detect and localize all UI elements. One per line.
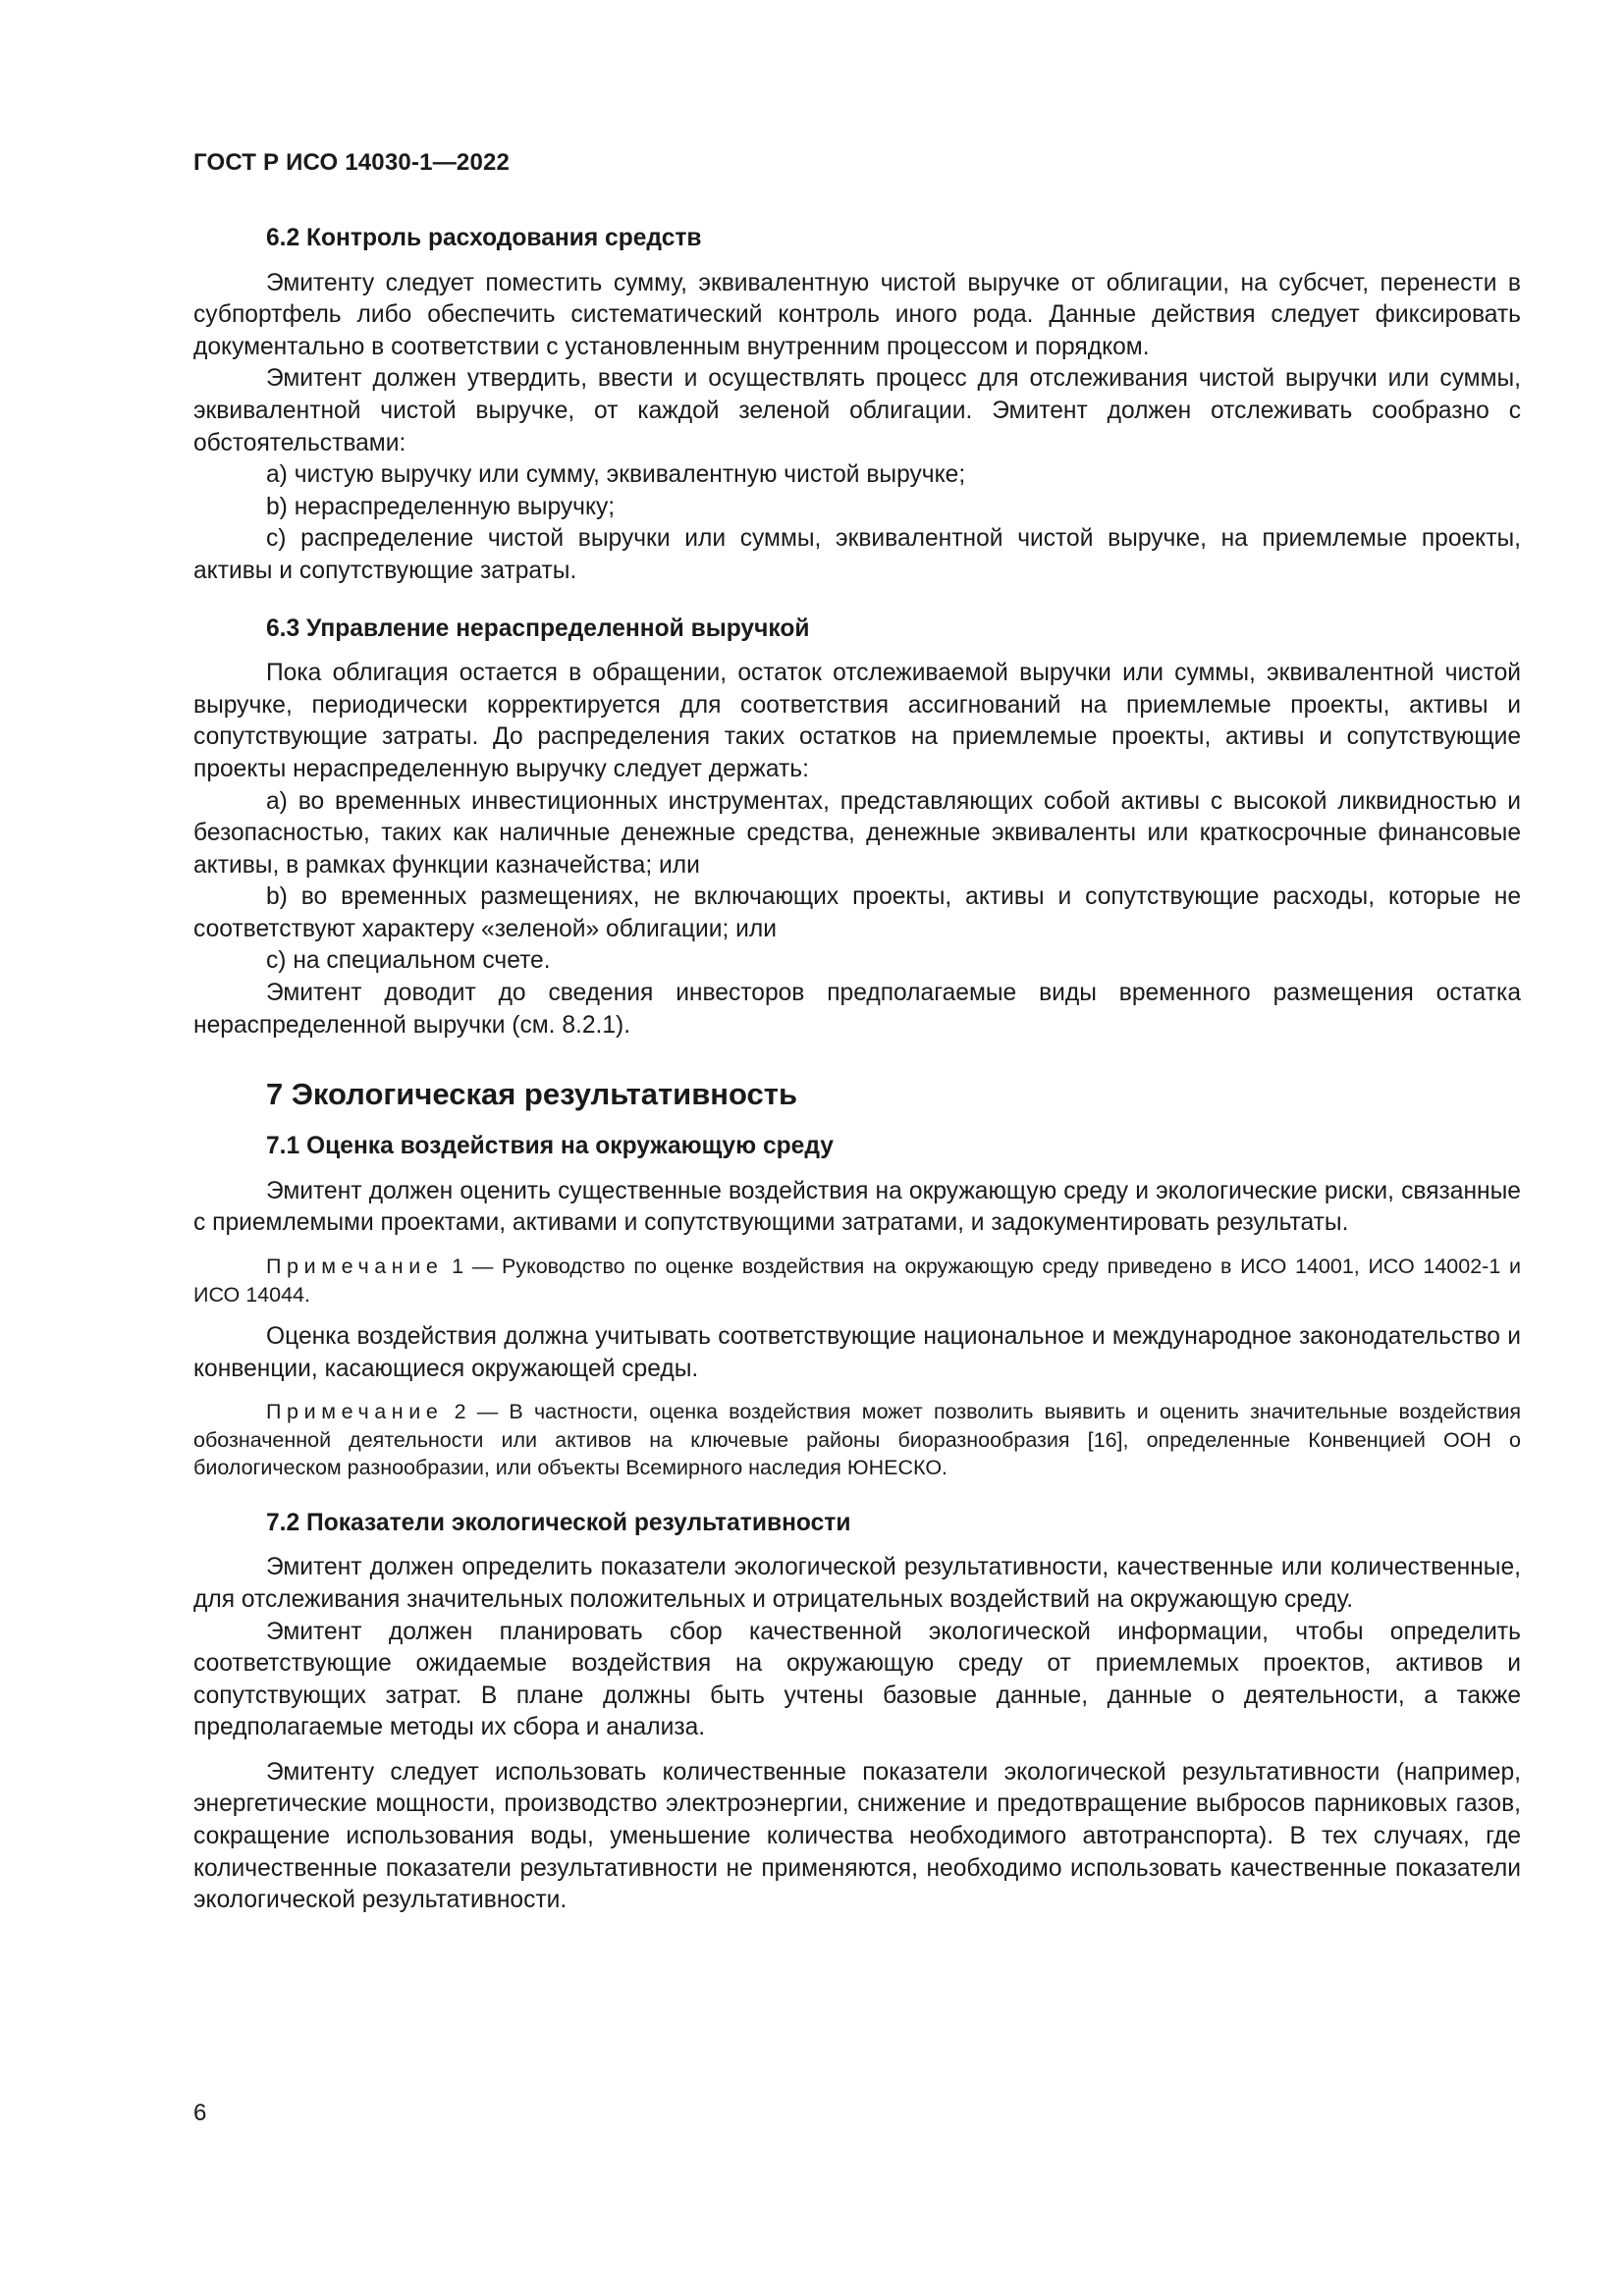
list-item: b) нераспределенную выручку; xyxy=(266,493,616,520)
note-label: Примечание xyxy=(266,1255,444,1279)
paragraph: Эмитенту следует использовать количественные показатели экологической результативности (например, энергетические мощности, производство электроэнергии, снижение и предотвращение выбросов парниковых газов, сокращение использования воды, уменьшение количества необходимого автотранспорта). В тех случаях, где количественные показатели результативности не применяются, необходимо использовать качественные показатели экологической результативности. xyxy=(193,1758,1521,1914)
paragraph: Эмитент доводит до сведения инвесторов предполагаемые виды временного размещения остатка нераспределенной выручки (см. 8.2.1). xyxy=(193,980,1521,1039)
paragraph: Эмитент должен оценить существенные воздействия на окружающую среду и экологические риски, связанные с приемлемыми проектами, активами и сопутствующими затратами, и задокументировать результаты. xyxy=(193,1177,1521,1237)
section-7-heading: 7 Экологическая результативность xyxy=(266,1077,798,1112)
paragraph: Пока облигация остается в обращении, остаток отслеживаемой выручки или суммы, эквивалентной чистой выручке, периодически корректируется для соответствия ассигнований на приемлемые проекты, активы и сопутствующие затраты. До распределения таких остатков на приемлемые проекты, активы и сопутствующие проекты нераспределенную выручку следует держать: xyxy=(193,660,1521,782)
paragraph: Эмитент должен утвердить, ввести и осуществлять процесс для отслеживания чистой выручки или суммы, эквивалентной чистой выручке, от каждой зеленой облигации. Эмитент должен отслеживать сообразно с обстоятельствами: xyxy=(193,365,1521,456)
list-item: a) чистую выручку или сумму, эквивалентную чистой выручке; xyxy=(266,461,966,489)
note-1 xyxy=(193,1253,1521,1308)
list-item: c) распределение чистой выручки или суммы, эквивалентной чистой выручке, на приемлемые проекты, активы и сопутствующие затраты. xyxy=(193,525,1521,584)
paragraph: Эмитент должен планировать сбор качественной экологической информации, чтобы определить соответствующие ожидаемые воздействия на окружающую среду от приемлемых проектов, активов и сопутствующих затрат. В плане должны быть учтены базовые данные, данные о деятельности, а также предполагаемые методы их сбора и анализа. xyxy=(193,1618,1521,1741)
page-number: 6 xyxy=(193,2100,207,2126)
list-item: c) на специальном счете. xyxy=(266,947,551,975)
paragraph: Эмитенту следует поместить сумму, эквивалентную чистой выручке от облигации, на субсчет, перенести в субпортфель либо обеспечить систематический контроль иного рода. Данные действия следует фиксировать документально в соответствии с установленным внутренним процессом и порядком. xyxy=(193,269,1521,360)
section-6-3-heading: 6.3 Управление нераспределенной выручкой xyxy=(266,614,810,642)
list-item: b) во временных размещениях, не включающих проекты, активы и сопутствующие расходы, которые не соответствуют характеру «зеленой» облигации; или xyxy=(193,883,1521,942)
note-text: 1 — Руководство по оценке воздействия на окружающую среду приведено в ИСО 14001, ИСО 14002-1 и ИСО 14044. xyxy=(193,1255,1521,1307)
note-text: 2 — В частности, оценка воздействия может позволить выявить и оценить значительные воздействия обозначенной деятельности или активов на ключевые районы биоразнообразия [16], определенные Конвенцией ООН о биологическом разнообразии, или объекты Всемирного наследия ЮНЕСКО. xyxy=(193,1400,1521,1480)
document-body xyxy=(193,223,1521,1917)
list-item: a) во временных инвестиционных инструментах, представляющих собой активы с высокой ликвидностью и безопасностью, таких как наличные денежные средства, денежные эквиваленты или краткосрочные финансовые активы, в рамках функции казначейства; или xyxy=(193,787,1521,879)
section-7-1-heading: 7.1 Оценка воздействия на окружающую среду xyxy=(266,1133,834,1160)
section-7-2-heading: 7.2 Показатели экологической результативности xyxy=(266,1509,851,1536)
document-header: ГОСТ Р ИСО 14030-1—2022 xyxy=(193,149,511,176)
paragraph: Эмитент должен определить показатели экологической результативности, качественные или количественные, для отслеживания значительных положительных и отрицательных воздействий на окружающую среду. xyxy=(193,1554,1521,1613)
note-label: Примечание xyxy=(266,1400,444,1424)
paragraph: Оценка воздействия должна учитывать соответствующие национальное и международное законодательство и конвенции, касающиеся окружающей среды. xyxy=(193,1323,1521,1382)
section-6-2-heading: 6.2 Контроль расходования средств xyxy=(266,225,702,251)
note-2 xyxy=(193,1398,1521,1482)
